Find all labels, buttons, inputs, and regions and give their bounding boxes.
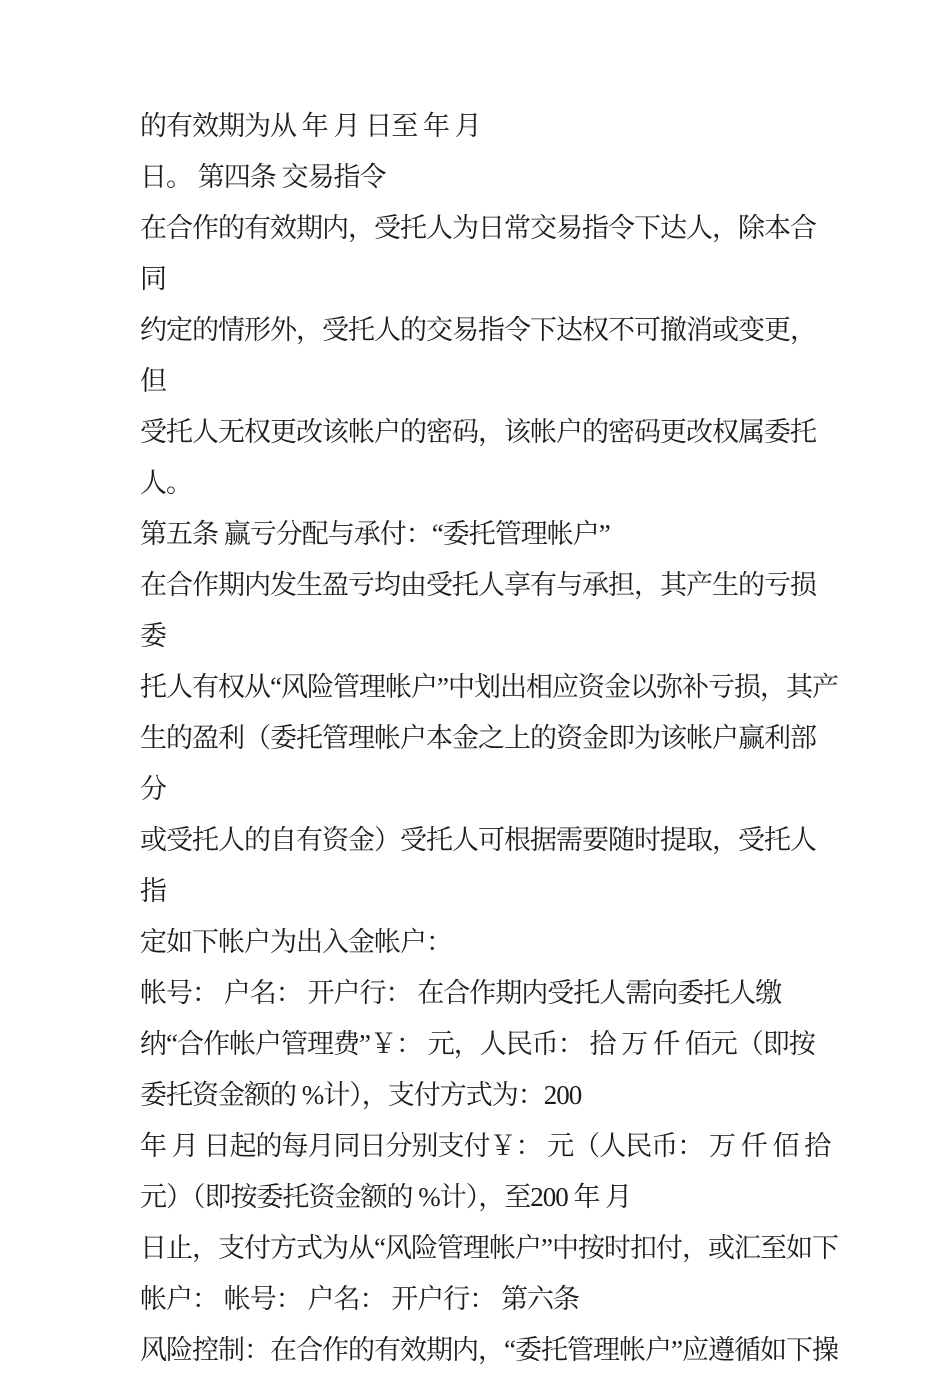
document-line-4: 约定的情形外，受托人的交易指令下达权不可撤消或变更，但 (140, 315, 816, 396)
document-line-14: 纳“合作帐户管理费”￥： 元，人民币： 拾 万 仟 佰元（即按 (140, 1029, 815, 1059)
document-line-7: 第五条 赢亏分配与承付：“委托管理帐户” (140, 519, 610, 549)
document-line-10: 生的盈利（委托管理帐户本金之上的资金即为该帐户赢利部分 (140, 723, 816, 804)
document-line-9: 托人有权从“风险管理帐户”中划出相应资金以弥补亏损，其产 (140, 672, 838, 702)
document-line-12: 定如下帐户为出入金帐户： (140, 927, 452, 957)
document-line-6: 人。 (140, 468, 192, 498)
document-line-20: 风险控制：在合作的有效期内，“委托管理帐户”应遵循如下操 (140, 1335, 838, 1365)
document-line-16: 年 月 日起的每月同日分别支付￥： 元（人民币： 万 仟 佰 拾 (140, 1131, 831, 1161)
document-line-5: 受托人无权更改该帐户的密码，该帐户的密码更改权属委托 (140, 417, 816, 447)
document-line-3: 在合作的有效期内，受托人为日常交易指令下达人，除本合同 (140, 213, 816, 294)
document-text-block (140, 101, 840, 1376)
document-line-11: 或受托人的自有资金）受托人可根据需要随时提取，受托人指 (140, 825, 816, 906)
document-line-17: 元）（即按委托资金额的 %计），至200 年 月 (140, 1182, 632, 1212)
document-line-15: 委托资金额的 %计），支付方式为：200 (140, 1080, 582, 1110)
document-line-2: 日。 第四条 交易指令 (140, 162, 386, 192)
document-line-18: 日止，支付方式为从“风险管理帐户”中按时扣付，或汇至如下 (140, 1233, 838, 1263)
document-line-1: 的有效期为从 年 月 日至 年 月 (140, 111, 481, 141)
document-line-13: 帐号： 户名： 开户行： 在合作期内受托人需向委托人缴 (140, 978, 782, 1008)
document-line-19: 帐户： 帐号： 户名： 开户行： 第六条 (140, 1284, 579, 1314)
document-line-8: 在合作期内发生盈亏均由受托人享有与承担，其产生的亏损委 (140, 570, 816, 651)
